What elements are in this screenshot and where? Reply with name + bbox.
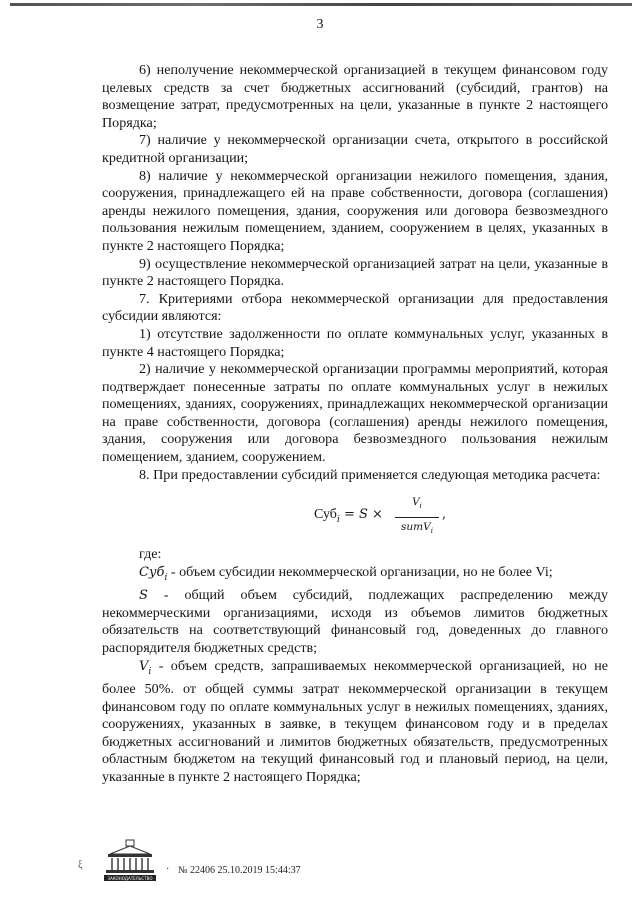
document-footer xyxy=(78,838,478,888)
svg-text:ЗАКОНОДАТЕЛЬСТВО: ЗАКОНОДАТЕЛЬСТВО xyxy=(107,876,153,881)
criterion-1: 1) отсутствие задолженности по оплате коммунальных услуг, указанных в пункте 4 настоящего Порядка; xyxy=(102,325,608,360)
formula-denominator: sumV$_i$ xyxy=(401,520,433,536)
registration-stamp: № 22406 25.10.2019 15:44:37 xyxy=(178,865,301,876)
definition-requested-volume: $V_i$ - объем средств, запрашиваемых некоммерческой организацией, но не более 50%. от общей суммы затрат некоммерческой организации в текущем финансовом году по оплате коммунальных услуг в нежилых помещениях, зданиях, сооружениях, указанных в заявке, в текущем финансовом году и в пределах бюджетных ассигнований и лимитов бюджетных обязательств, предусмотренных областным бюджетом на текущий финансовый год и плановый период, на цели, указанные в пункте 2 настоящего Порядка; xyxy=(102,657,608,785)
section-8-heading: 8. При предоставлении субсидий применяется следующая методика расчета: xyxy=(139,466,601,483)
formula-numerator: $V_i$ xyxy=(395,494,439,518)
formula-lhs: Суб$_i$ = S × xyxy=(314,507,383,526)
paragraph-item-9: 9) осуществление некоммерческой организацией затрат на цели, указанные в пункте 2 настоящего Порядка. xyxy=(102,255,608,290)
paragraph-item-8: 8) наличие у некоммерческой организации нежилого помещения, здания, сооружения, принадлежащего ей на праве собственности, договора (соглашения) аренды нежилого помещения, здания, сооружения или договора безвозмездного пользования нежилым помещением, зданием, сооружением в целях, указанных в пункте 2 настоящего Порядка; xyxy=(102,167,608,254)
section-7-heading: 7. Критериями отбора некоммерческой организации для предоставления субсидии являются: xyxy=(102,290,608,325)
definition-total-volume: S - общий объем субсидий, подлежащих распределению между некоммерческими организациями, исходя из объемов лимитов бюджетных обязательств на соответствующий финансовый год, доведенных до главного распорядителя бюджетных средств; xyxy=(102,587,608,657)
definition-subsidy: Суб$_i$ - объем субсидии некоммерческой организации, но не более Vi; xyxy=(139,563,553,583)
top-scan-rule xyxy=(10,3,632,6)
criterion-2: 2) наличие у некоммерческой организации программы мероприятий, которая подтверждает понесенные затраты по оплате коммунальных услуг в нежилых помещениях, зданиях, сооружениях, принадлежащих некоммерческой организации на праве собственности, договора (соглашения) аренды нежилого помещения, здания, сооружения или договора безвозмездного пользования нежилым помещением, зданием, сооружением. xyxy=(102,361,608,466)
subsidy-formula xyxy=(102,494,608,536)
margin-mark: ξ xyxy=(78,860,83,871)
footer-bullet: · xyxy=(166,864,170,875)
formula-fraction xyxy=(395,494,439,540)
paragraph-item-6: 6) неполучение некоммерческой организацией в текущем финансовом году целевых средств за счет бюджетных ассигнований (субсидий, грантов) на возмещение затрат, предусмотренных на цели, указанные в пункте 2 настоящего Порядка; xyxy=(102,62,608,131)
page-number: 3 xyxy=(316,17,324,32)
legislation-building-logo xyxy=(100,838,160,882)
definitions-where: где: xyxy=(139,546,162,563)
formula-comma: , xyxy=(442,507,447,523)
paragraph-item-7: 7) наличие у некоммерческой организации счета, открытого в российской кредитной организации; xyxy=(102,132,608,166)
document-body xyxy=(102,62,608,787)
